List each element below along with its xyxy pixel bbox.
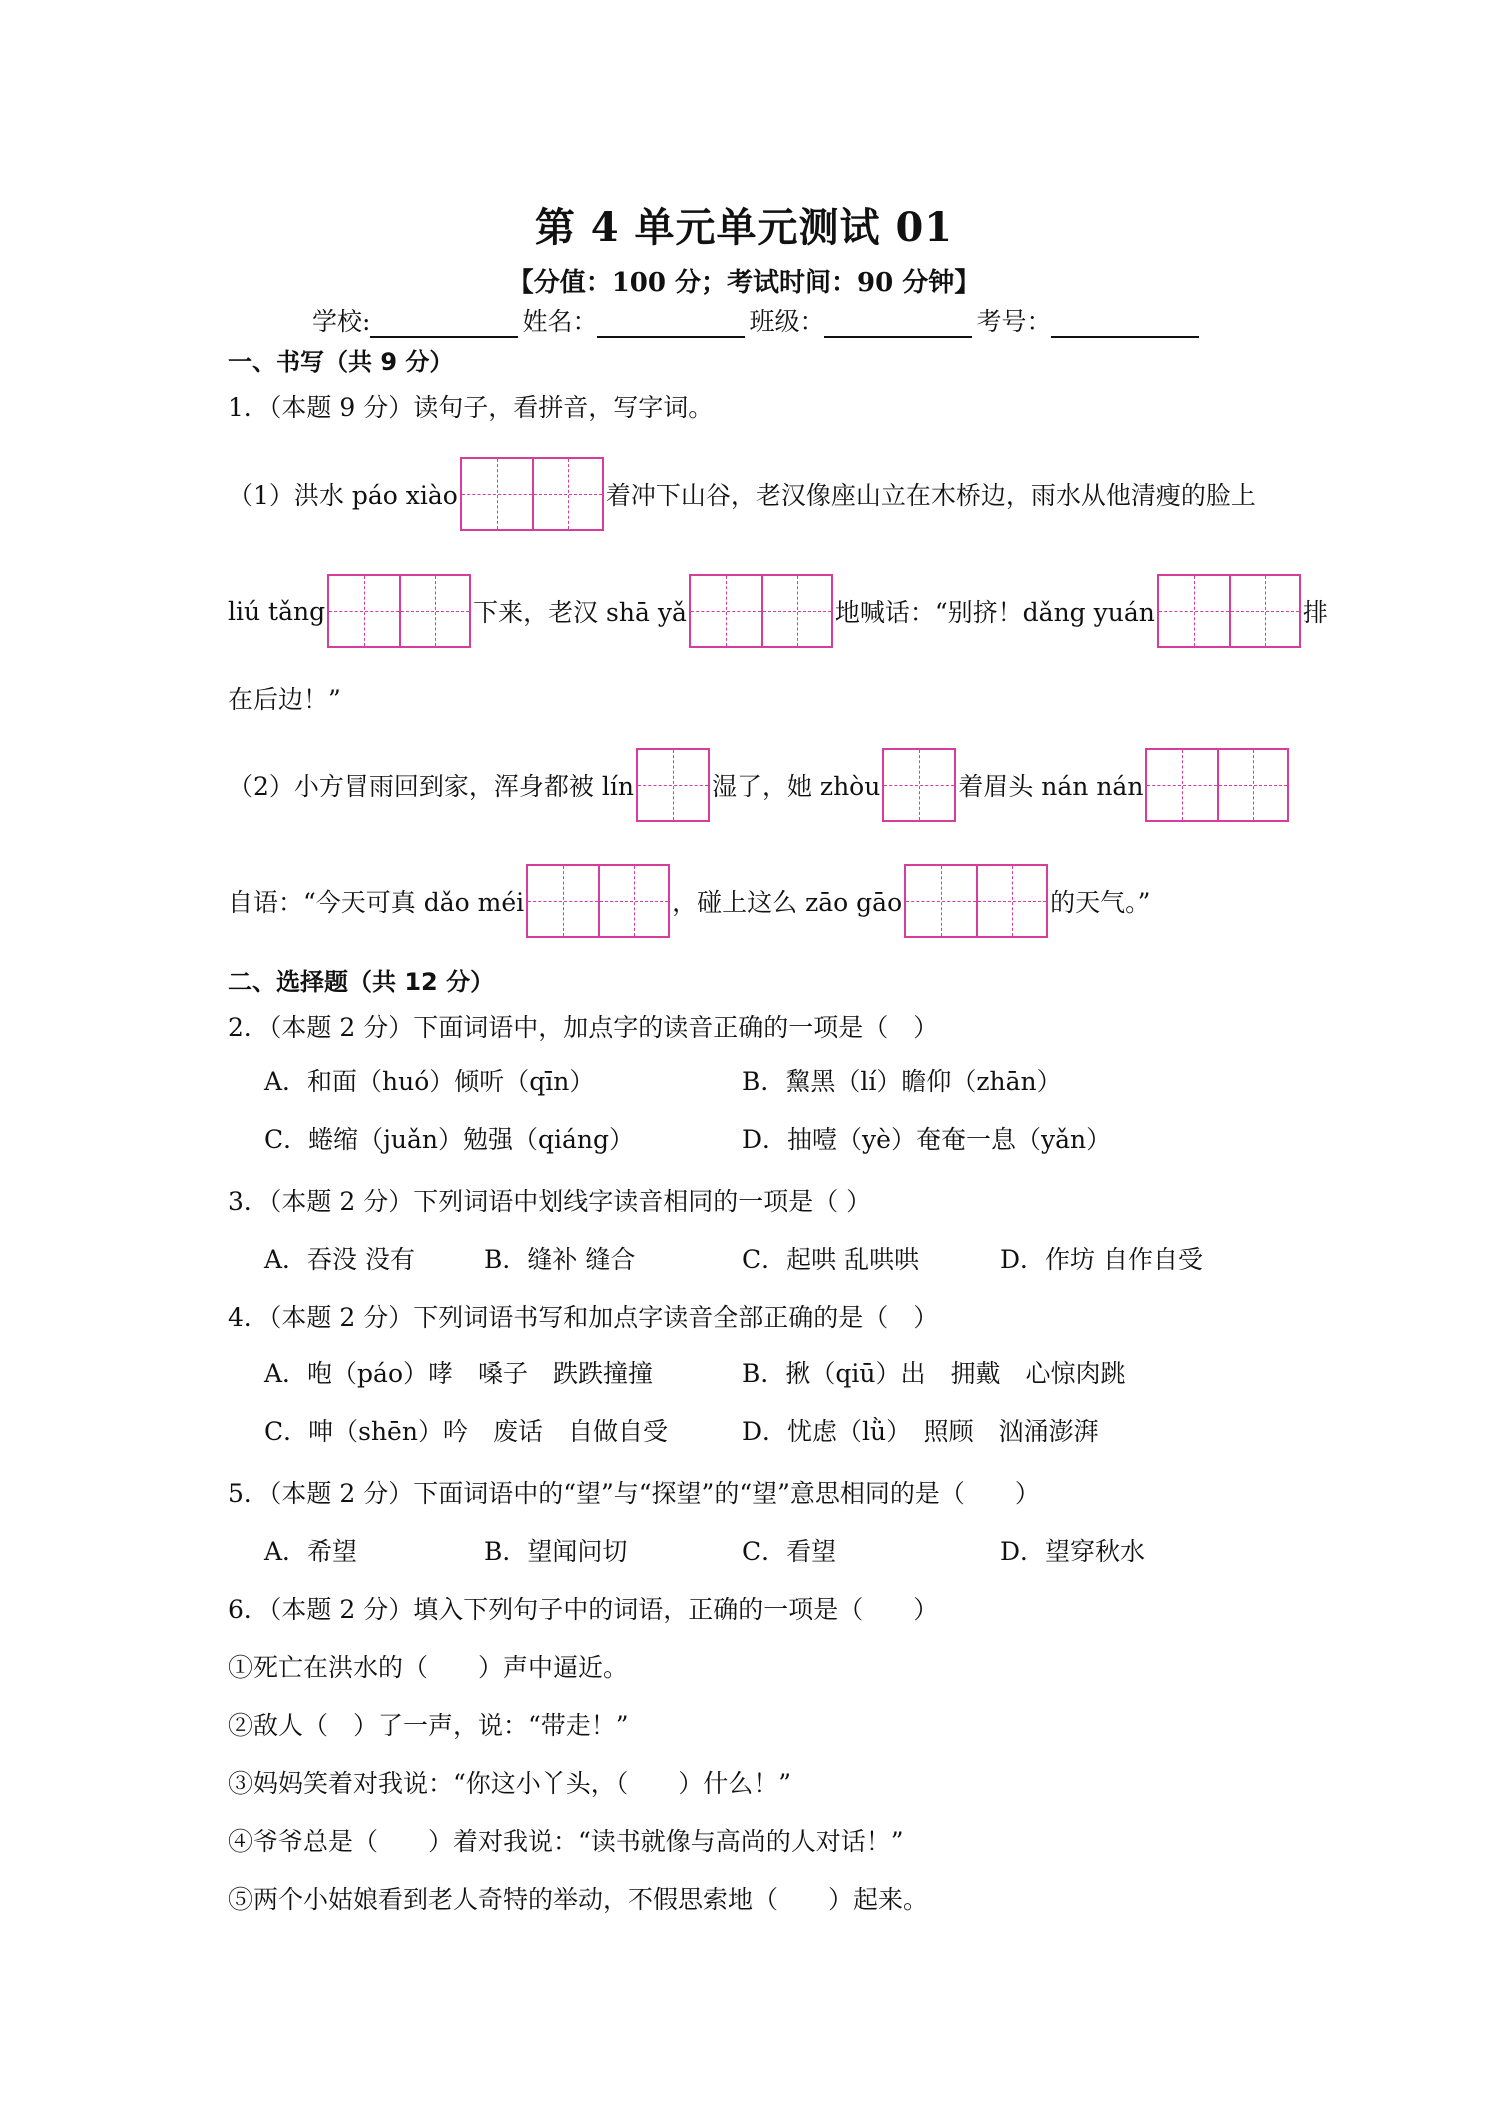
q5-option-b[interactable]: B．望闻问切 (484, 1537, 628, 1566)
q1-text: 排 (1302, 598, 1328, 627)
q6-sentence-5: ⑤两个小姑娘看到老人奇特的举动，不假思索地（ ）起来。 (228, 1885, 929, 1914)
writing-grid[interactable] (1145, 748, 1289, 822)
writing-grid[interactable] (526, 864, 670, 938)
q1-text: 着冲下山谷，老汉像座山立在木桥边，雨水从他清瘦的脸上 (605, 481, 1256, 510)
class-label: 班级： (749, 307, 825, 336)
q5-option-d[interactable]: D．望穿秋水 (1000, 1537, 1146, 1566)
q3-option-b[interactable]: B．缝补 缝合 (484, 1245, 636, 1274)
q1-text: 地喊话：“别挤！dǎng yuán (834, 598, 1155, 627)
question-2-stem: 2．（本题 2 分）下面词语中，加点字的读音正确的一项是（ ） (228, 1013, 939, 1042)
question-6-stem: 6．（本题 2 分）填入下列句子中的词语，正确的一项是（ ） (228, 1595, 939, 1624)
q2-option-c[interactable]: C．蜷缩（juǎn）勉强（qiáng） (264, 1125, 634, 1154)
q1-text: ，碰上这么 zāo gāo (672, 888, 903, 917)
number-field[interactable] (1051, 312, 1199, 338)
q2-option-b[interactable]: B．黧黑（lí）瞻仰（zhān） (742, 1067, 1062, 1096)
q1-text: 下来，老汉 shā yǎ (473, 598, 687, 627)
section-heading-writing: 一、书写（共 9 分） (228, 348, 454, 376)
q3-option-d[interactable]: D．作坊 自作自受 (1000, 1245, 1203, 1274)
writing-grid[interactable] (882, 748, 956, 822)
q4-option-c[interactable]: C．呻（shēn）吟 废话 自做自受 (264, 1417, 668, 1446)
q1-part2-line1 (228, 748, 1291, 822)
writing-grid[interactable] (689, 574, 833, 648)
page-title: 第 4 单元单元测试 01 (534, 204, 954, 251)
q2-option-a[interactable]: A．和面（huó）倾听（qīn） (264, 1067, 595, 1096)
q1-text: 自语：“今天可真 dǎo méi (228, 888, 525, 917)
page-subtitle: 【分值：100 分；考试时间：90 分钟】 (507, 268, 981, 298)
q2-option-d[interactable]: D．抽噎（yè）奄奄一息（yǎn） (742, 1125, 1112, 1154)
q5-option-a[interactable]: A．希望 (264, 1537, 358, 1566)
name-field[interactable] (597, 312, 745, 338)
q1-text: （1）洪水 páo xiào (228, 481, 458, 510)
writing-grid[interactable] (460, 457, 604, 531)
name-label: 姓名： (522, 307, 598, 336)
q1-part1-line1 (228, 457, 1256, 531)
student-info-line (312, 302, 1203, 338)
writing-grid[interactable] (636, 748, 710, 822)
q3-option-c[interactable]: C．起哄 乱哄哄 (742, 1245, 920, 1274)
q1-text: 湿了，她 zhòu (711, 772, 881, 801)
q1-part1-line3: 在后边！” (228, 685, 341, 714)
writing-grid[interactable] (327, 574, 471, 648)
writing-grid[interactable] (904, 864, 1048, 938)
q4-option-b[interactable]: B．揪（qiū）出 拥戴 心惊肉跳 (742, 1359, 1126, 1388)
q5-option-c[interactable]: C．看望 (742, 1537, 837, 1566)
number-label: 考号： (976, 307, 1052, 336)
q6-sentence-4: ④爷爷总是（ ）着对我说：“读书就像与高尚的人对话！” (228, 1827, 904, 1856)
q3-option-a[interactable]: A．吞没 没有 (264, 1245, 416, 1274)
q1-text: 着眉头 nán nán (958, 772, 1144, 801)
writing-grid[interactable] (1157, 574, 1301, 648)
q6-sentence-3: ③妈妈笑着对我说：“你这小丫头，（ ）什么！” (228, 1769, 792, 1798)
school-field[interactable] (370, 312, 518, 338)
question-3-stem: 3．（本题 2 分）下列词语中划线字读音相同的一项是（ ） (228, 1187, 872, 1216)
school-label: 学校: (312, 307, 371, 336)
q1-text: liú tǎng (228, 596, 326, 626)
q1-text: （2）小方冒雨回到家，浑身都被 lín (228, 772, 634, 801)
section-heading-choice: 二、选择题（共 12 分） (228, 968, 495, 996)
q1-text: 的天气。” (1050, 888, 1151, 917)
q6-sentence-1: ①死亡在洪水的（ ）声中逼近。 (228, 1653, 629, 1682)
q6-sentence-2: ②敌人（ ）了一声，说：“带走！” (228, 1711, 629, 1740)
question-4-stem: 4．（本题 2 分）下列词语书写和加点字读音全部正确的是（ ） (228, 1303, 939, 1332)
q4-option-a[interactable]: A．咆（páo）哮 嗓子 跌跌撞撞 (264, 1359, 654, 1388)
class-field[interactable] (824, 312, 972, 338)
q1-part1-line2 (228, 574, 1328, 648)
question-5-stem: 5．（本题 2 分）下面词语中的“望”与“探望”的“望”意思相同的是（ ） (228, 1479, 1040, 1508)
q1-part2-line2 (228, 864, 1150, 938)
q4-option-d[interactable]: D．忧虑（lǜ） 照顾 汹涌澎湃 (742, 1417, 1099, 1446)
question-1-stem: 1．（本题 9 分）读句子，看拼音，写字词。 (228, 393, 714, 422)
